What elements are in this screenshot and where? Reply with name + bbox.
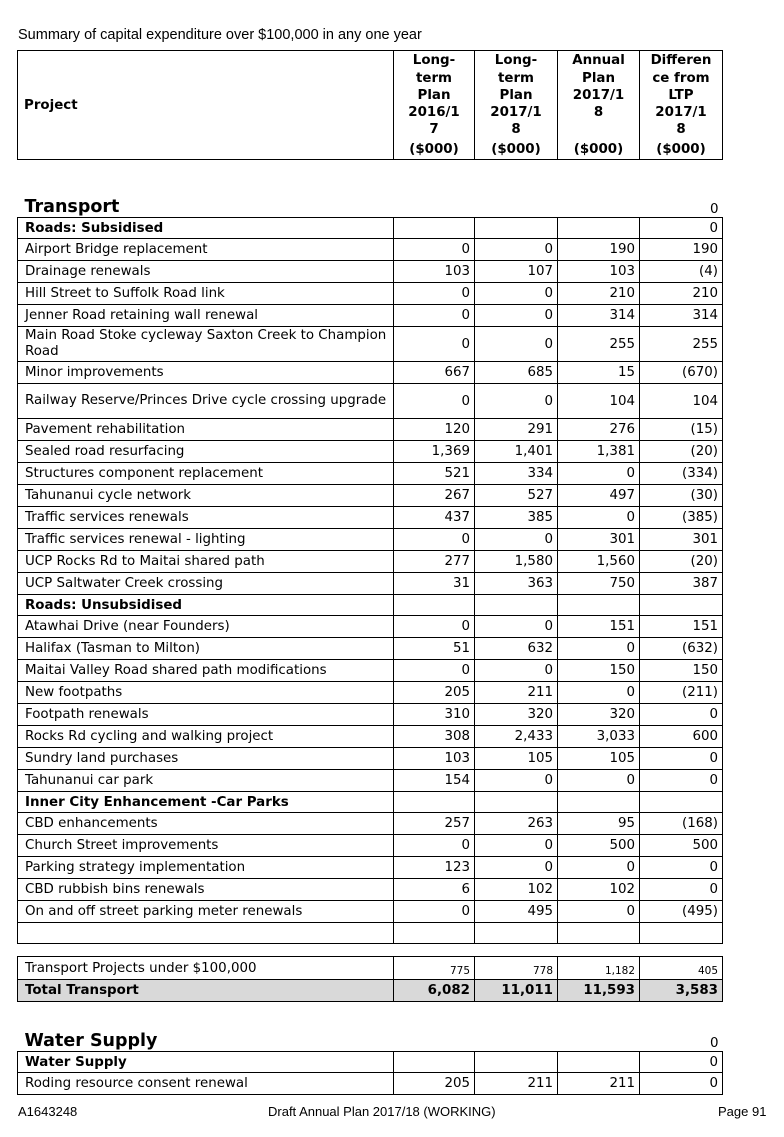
annual-plan-value: 190 — [558, 239, 640, 261]
subsection-water-supply — [18, 1052, 723, 1073]
annual-plan-value: 150 — [558, 660, 640, 682]
project-name: Traffic services renewals — [18, 507, 394, 529]
footer-page-number: Page 91 — [718, 1104, 767, 1119]
ltp-2016-17-value: 0 — [394, 384, 475, 419]
table-row — [18, 463, 723, 485]
annual-plan-value: 1,182 — [558, 957, 640, 980]
ltp-2017-18-value: 0 — [475, 305, 558, 327]
ltp-2016-17-value: 0 — [394, 283, 475, 305]
ltp-2016-17-value: 0 — [394, 305, 475, 327]
table-row — [18, 507, 723, 529]
total-ltp-2017-18: 11,011 — [475, 980, 558, 1002]
water-table — [17, 1029, 723, 1095]
table-row — [18, 616, 723, 638]
difference-value: 387 — [640, 573, 723, 595]
ltp-2016-17-value: 103 — [394, 261, 475, 283]
annual-plan-value: 102 — [558, 879, 640, 901]
difference-value: 150 — [640, 660, 723, 682]
total-difference: 3,583 — [640, 980, 723, 1002]
blank-row — [18, 923, 723, 944]
project-name: Rocks Rd cycling and walking project — [18, 726, 394, 748]
annual-plan-value: 15 — [558, 362, 640, 384]
ltp-2017-18-value: 211 — [475, 1073, 558, 1095]
difference-value: 301 — [640, 529, 723, 551]
ltp-2016-17-value: 310 — [394, 704, 475, 726]
footer-doc-id: A1643248 — [18, 1104, 78, 1119]
table-row — [18, 261, 723, 283]
subsection-value: 0 — [640, 218, 723, 239]
annual-plan-value: 3,033 — [558, 726, 640, 748]
subsection-roads-unsubsidised — [18, 595, 723, 616]
annual-plan-value: 103 — [558, 261, 640, 283]
table-row — [18, 283, 723, 305]
annual-plan-value: 0 — [558, 682, 640, 704]
annual-plan-value: 0 — [558, 507, 640, 529]
table-row — [18, 384, 723, 419]
difference-value: (385) — [640, 507, 723, 529]
project-name: UCP Rocks Rd to Maitai shared path — [18, 551, 394, 573]
annual-plan-value: 320 — [558, 704, 640, 726]
ltp-2016-17-value: 0 — [394, 239, 475, 261]
project-name: Church Street improvements — [18, 835, 394, 857]
ltp-2017-18-value: 263 — [475, 813, 558, 835]
section-title-value: 0 — [709, 202, 719, 217]
water-section-title — [18, 1029, 723, 1052]
ltp-2016-17-value: 103 — [394, 748, 475, 770]
difference-value: 600 — [640, 726, 723, 748]
ltp-2017-18-value: 385 — [475, 507, 558, 529]
project-name: Tahunanui car park — [18, 770, 394, 792]
difference-value: (334) — [640, 463, 723, 485]
difference-value: (495) — [640, 901, 723, 923]
annual-plan-value: 151 — [558, 616, 640, 638]
ltp-2016-17-value: 205 — [394, 1073, 475, 1095]
table-row — [18, 305, 723, 327]
project-name: Railway Reserve/Princes Drive cycle crossing upgrade — [18, 384, 394, 419]
project-name: Roding resource consent renewal — [18, 1073, 394, 1095]
difference-value: (20) — [640, 441, 723, 463]
difference-value: (211) — [640, 682, 723, 704]
project-name: On and off street parking meter renewals — [18, 901, 394, 923]
ltp-2016-17-value: 6 — [394, 879, 475, 901]
ltp-2016-17-value: 0 — [394, 327, 475, 362]
ltp-2017-18-value: 527 — [475, 485, 558, 507]
ltp-2017-18-value: 0 — [475, 239, 558, 261]
transport-table — [17, 195, 723, 1002]
ltp-2017-18-value: 363 — [475, 573, 558, 595]
difference-value: 151 — [640, 616, 723, 638]
ltp-2017-18-value: 0 — [475, 616, 558, 638]
annual-plan-value: 314 — [558, 305, 640, 327]
annual-plan-value: 0 — [558, 901, 640, 923]
project-name: Structures component replacement — [18, 463, 394, 485]
header-difference: Differen ce from LTP 2017/1 8 ($000) — [640, 51, 723, 160]
table-row — [18, 660, 723, 682]
project-name: Halifax (Tasman to Milton) — [18, 638, 394, 660]
annual-plan-value: 276 — [558, 419, 640, 441]
ltp-2017-18-value: 1,580 — [475, 551, 558, 573]
difference-value: (670) — [640, 362, 723, 384]
annual-plan-value: 750 — [558, 573, 640, 595]
ltp-2017-18-value: 0 — [475, 660, 558, 682]
project-name: Airport Bridge replacement — [18, 239, 394, 261]
section-title-value: 0 — [709, 1036, 719, 1051]
project-name: Traffic services renewal - lighting — [18, 529, 394, 551]
subsection-value — [640, 595, 723, 616]
table-row — [18, 901, 723, 923]
subsection-label: Water Supply — [18, 1052, 394, 1073]
annual-plan-value: 301 — [558, 529, 640, 551]
table-row — [18, 726, 723, 748]
table-row — [18, 529, 723, 551]
ltp-2016-17-value: 257 — [394, 813, 475, 835]
ltp-2016-17-value: 521 — [394, 463, 475, 485]
project-name: Maitai Valley Road shared path modifications — [18, 660, 394, 682]
ltp-2017-18-value: 0 — [475, 857, 558, 879]
project-name: Jenner Road retaining wall renewal — [18, 305, 394, 327]
table-row — [18, 573, 723, 595]
difference-value: 500 — [640, 835, 723, 857]
subsection-roads-subsidised — [18, 218, 723, 239]
annual-plan-value: 0 — [558, 638, 640, 660]
total-ltp-2016-17: 6,082 — [394, 980, 475, 1002]
header-table — [17, 50, 723, 160]
table-row — [18, 239, 723, 261]
annual-plan-value: 497 — [558, 485, 640, 507]
difference-value: 0 — [640, 857, 723, 879]
subsection-value: 0 — [640, 1052, 723, 1073]
ltp-2017-18-value: 0 — [475, 835, 558, 857]
ltp-2017-18-value: 778 — [475, 957, 558, 980]
difference-value: 190 — [640, 239, 723, 261]
ltp-2017-18-value: 291 — [475, 419, 558, 441]
table-row — [18, 879, 723, 901]
table-row — [18, 419, 723, 441]
project-name: Drainage renewals — [18, 261, 394, 283]
annual-plan-value: 105 — [558, 748, 640, 770]
ltp-2016-17-value: 0 — [394, 835, 475, 857]
table-row — [18, 770, 723, 792]
ltp-2016-17-value: 0 — [394, 616, 475, 638]
project-name: Sundry land purchases — [18, 748, 394, 770]
ltp-2017-18-value: 495 — [475, 901, 558, 923]
table-row — [18, 857, 723, 879]
ltp-2016-17-value: 775 — [394, 957, 475, 980]
annual-plan-value: 95 — [558, 813, 640, 835]
ltp-2016-17-value: 1,369 — [394, 441, 475, 463]
under-100k-row — [18, 957, 723, 980]
header-ltp-2017-18: Long- term Plan 2017/1 8 ($000) — [475, 51, 558, 160]
footer-doc-title: Draft Annual Plan 2017/18 (WORKING) — [268, 1104, 496, 1119]
ltp-2017-18-value: 107 — [475, 261, 558, 283]
annual-plan-value: 500 — [558, 835, 640, 857]
annual-plan-value: 0 — [558, 770, 640, 792]
ltp-2017-18-value: 0 — [475, 384, 558, 419]
annual-plan-value: 1,560 — [558, 551, 640, 573]
ltp-2017-18-value: 0 — [475, 770, 558, 792]
table-row — [18, 485, 723, 507]
difference-value: (20) — [640, 551, 723, 573]
difference-value: 314 — [640, 305, 723, 327]
difference-value: 210 — [640, 283, 723, 305]
ltp-2016-17-value: 267 — [394, 485, 475, 507]
project-name: Atawhai Drive (near Founders) — [18, 616, 394, 638]
project-name: Hill Street to Suffolk Road link — [18, 283, 394, 305]
project-name: Sealed road resurfacing — [18, 441, 394, 463]
project-name: New footpaths — [18, 682, 394, 704]
table-row — [18, 748, 723, 770]
header-annual-plan-2017-18: Annual Plan 2017/1 8 ($000) — [558, 51, 640, 160]
table-row — [18, 551, 723, 573]
spacer-row — [18, 944, 723, 957]
difference-value: (15) — [640, 419, 723, 441]
ltp-2016-17-value: 0 — [394, 529, 475, 551]
ltp-2016-17-value: 308 — [394, 726, 475, 748]
table-row — [18, 704, 723, 726]
ltp-2017-18-value: 1,401 — [475, 441, 558, 463]
ltp-2016-17-value: 123 — [394, 857, 475, 879]
difference-value: 0 — [640, 748, 723, 770]
ltp-2017-18-value: 632 — [475, 638, 558, 660]
project-name: Minor improvements — [18, 362, 394, 384]
annual-plan-value: 0 — [558, 857, 640, 879]
ltp-2016-17-value: 0 — [394, 901, 475, 923]
difference-value: 255 — [640, 327, 723, 362]
total-annual-plan: 11,593 — [558, 980, 640, 1002]
subsection-label: Roads: Unsubsidised — [18, 595, 394, 616]
table-row — [18, 638, 723, 660]
project-name: Main Road Stoke cycleway Saxton Creek to Champion Road — [18, 327, 394, 362]
difference-value: 0 — [640, 770, 723, 792]
section-title: Transport — [24, 197, 120, 217]
ltp-2016-17-value: 154 — [394, 770, 475, 792]
table-row — [18, 441, 723, 463]
header-project: Project — [18, 51, 394, 160]
ltp-2017-18-value: 105 — [475, 748, 558, 770]
project-name: UCP Saltwater Creek crossing — [18, 573, 394, 595]
difference-value: 104 — [640, 384, 723, 419]
ltp-2016-17-value: 205 — [394, 682, 475, 704]
ltp-2017-18-value: 211 — [475, 682, 558, 704]
transport-section-title — [18, 195, 723, 218]
project-name: Tahunanui cycle network — [18, 485, 394, 507]
ltp-2016-17-value: 51 — [394, 638, 475, 660]
difference-value: 0 — [640, 879, 723, 901]
ltp-2016-17-value: 0 — [394, 660, 475, 682]
ltp-2017-18-value: 2,433 — [475, 726, 558, 748]
difference-value: 0 — [640, 704, 723, 726]
project-name: Parking strategy implementation — [18, 857, 394, 879]
subsection-label: Inner City Enhancement -Car Parks — [18, 792, 394, 813]
table-row — [18, 813, 723, 835]
difference-value: 405 — [640, 957, 723, 980]
difference-value: (30) — [640, 485, 723, 507]
ltp-2016-17-value: 31 — [394, 573, 475, 595]
difference-value: (632) — [640, 638, 723, 660]
project-name: Footpath renewals — [18, 704, 394, 726]
table-row — [18, 682, 723, 704]
annual-plan-value: 211 — [558, 1073, 640, 1095]
table-row — [18, 327, 723, 362]
ltp-2017-18-value: 685 — [475, 362, 558, 384]
difference-value: (4) — [640, 261, 723, 283]
total-label: Total Transport — [18, 980, 394, 1002]
header-ltp-2016-17: Long- term Plan 2016/1 7 ($000) — [394, 51, 475, 160]
difference-value: (168) — [640, 813, 723, 835]
annual-plan-value: 1,381 — [558, 441, 640, 463]
ltp-2016-17-value: 667 — [394, 362, 475, 384]
subsection-label: Roads: Subsidised — [18, 218, 394, 239]
project-name: Transport Projects under $100,000 — [18, 957, 394, 980]
section-title: Water Supply — [24, 1031, 158, 1051]
annual-plan-value: 210 — [558, 283, 640, 305]
project-name: CBD rubbish bins renewals — [18, 879, 394, 901]
project-name: Pavement rehabilitation — [18, 419, 394, 441]
annual-plan-value: 0 — [558, 463, 640, 485]
table-row — [18, 835, 723, 857]
ltp-2016-17-value: 277 — [394, 551, 475, 573]
ltp-2017-18-value: 0 — [475, 327, 558, 362]
page-heading: Summary of capital expenditure over $100,000 in any one year — [18, 27, 422, 43]
annual-plan-value: 104 — [558, 384, 640, 419]
ltp-2017-18-value: 320 — [475, 704, 558, 726]
table-row — [18, 362, 723, 384]
ltp-2016-17-value: 120 — [394, 419, 475, 441]
ltp-2016-17-value: 437 — [394, 507, 475, 529]
difference-value: 0 — [640, 1073, 723, 1095]
total-transport-row — [18, 980, 723, 1002]
ltp-2017-18-value: 334 — [475, 463, 558, 485]
project-name: CBD enhancements — [18, 813, 394, 835]
subsection-inner-city — [18, 792, 723, 813]
ltp-2017-18-value: 0 — [475, 283, 558, 305]
ltp-2017-18-value: 102 — [475, 879, 558, 901]
ltp-2017-18-value: 0 — [475, 529, 558, 551]
subsection-value — [640, 792, 723, 813]
annual-plan-value: 255 — [558, 327, 640, 362]
table-row — [18, 1073, 723, 1095]
